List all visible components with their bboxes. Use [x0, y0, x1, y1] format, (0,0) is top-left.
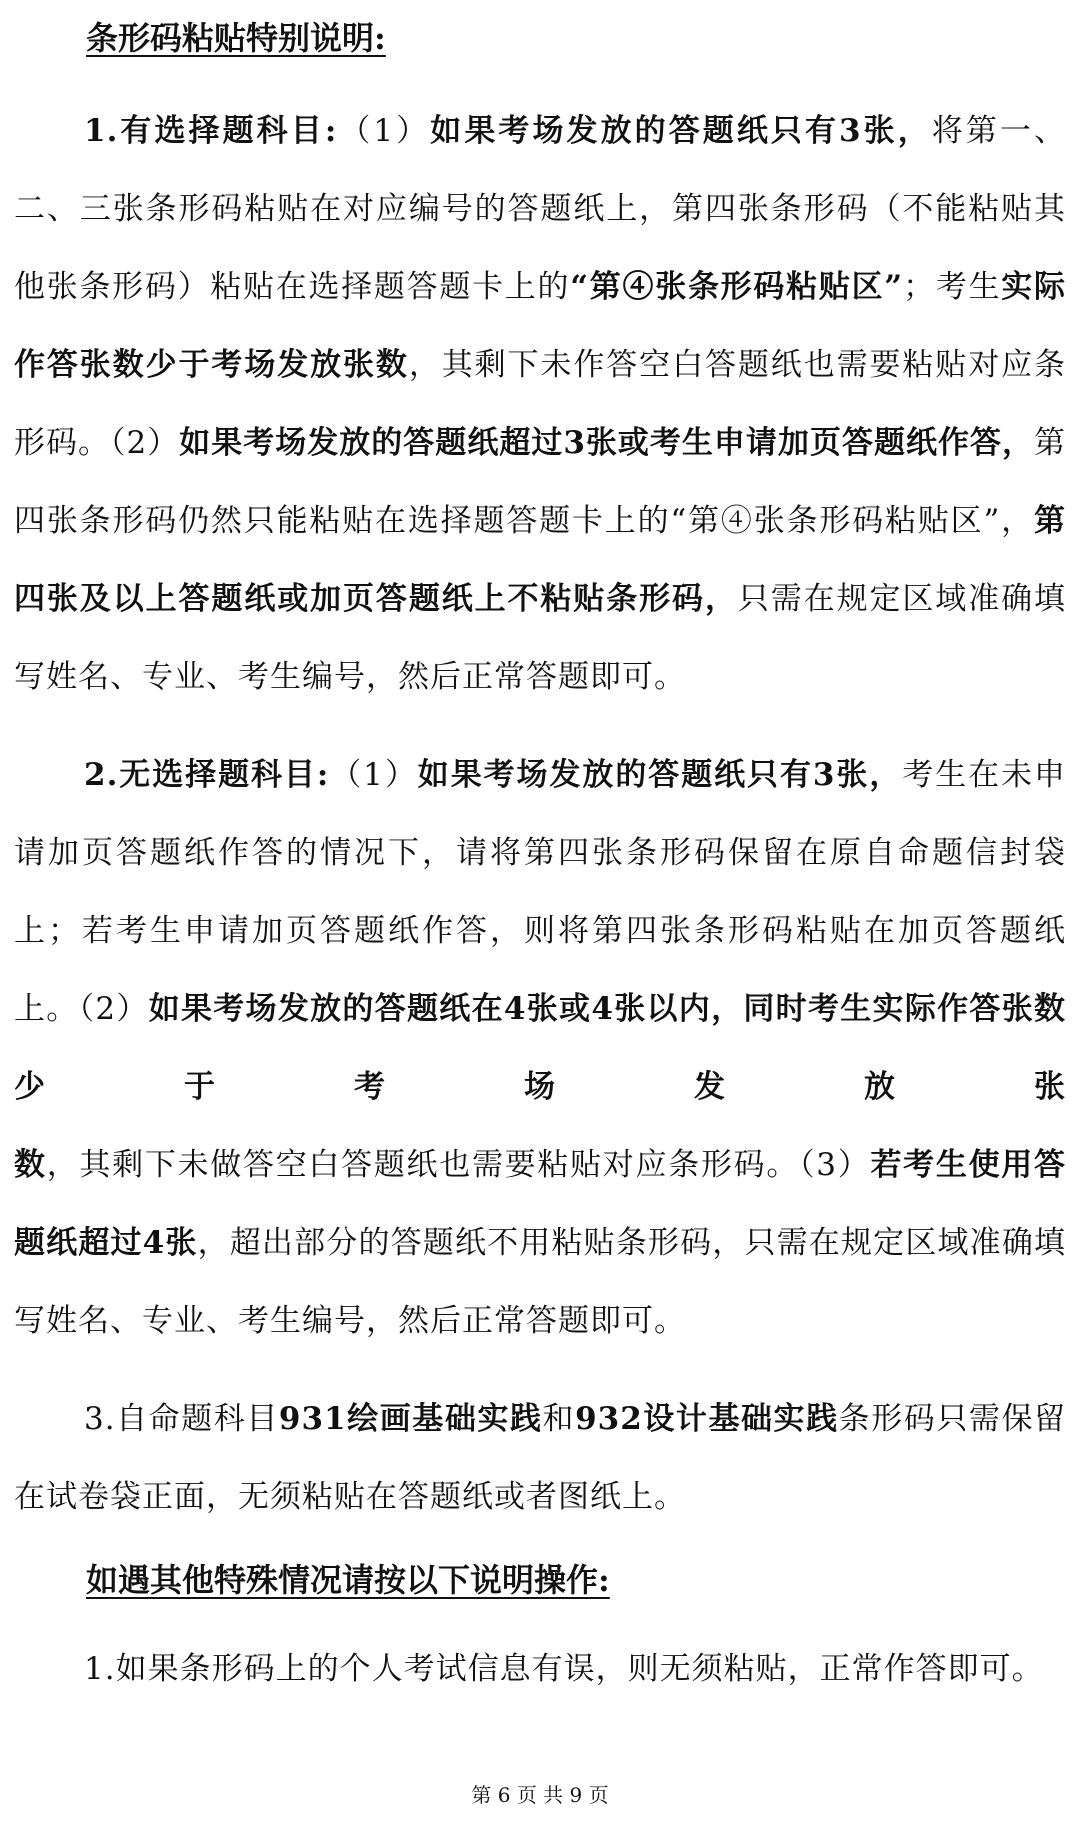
paragraph-4 — [14, 1630, 1066, 1708]
run: 和 — [542, 1401, 576, 1437]
run: 1.如果条形码上的个人考试信息有误，则无须粘贴，正常作答即可。 — [84, 1651, 1044, 1687]
paragraph-2 — [14, 736, 1066, 1360]
run: ，其剩下未作答空白答题纸也需要粘贴对应条形码。（2） — [14, 347, 1067, 461]
run: 只需在规定区域准确填写姓名、专业、考生编号，然后正常答题即可。 — [14, 581, 1067, 695]
run: 实际作答张数少于考场发放张数 — [14, 269, 1067, 383]
run: ，其剩下未做答空白答题纸也需要粘贴对应条形码。（3） — [46, 1147, 871, 1183]
section-heading-special-cases: 如遇其他特殊情况请按以下说明操作: — [86, 1561, 610, 1599]
run: ，超出部分的答题纸不用粘贴条形码，只需在规定区域准确填写姓名、专业、考生编号，然后正常答题即可。 — [14, 1225, 1066, 1339]
run: 如果考场发放的答题纸在4张或4张以内，同时考生实际作答张数少于考场发放张数 — [14, 991, 1066, 1183]
run: 如果考场发放的答题纸超过3张或考生申请加页答题纸作答， — [179, 425, 1034, 461]
run: 第四张条形码仍然只能粘贴在选择题答题卡上的“第④张条形码粘贴区”， — [14, 425, 1066, 539]
run: 将第一、二、三张条形码粘贴在对应编号的答题纸上，第四张条形码（不能粘贴其他张条形码）粘贴在选择题答题卡上的 — [14, 113, 1066, 305]
run: 如果考场发放的答题纸只有3张， — [417, 757, 903, 793]
paragraph-3 — [14, 1380, 1066, 1536]
run: 第四张及以上答题纸或加页答题纸上不粘贴条形码， — [14, 503, 1066, 617]
run: ；考生 — [903, 269, 1002, 305]
run: 考生在未申请加页答题纸作答的情况下，请将第四张条形码保留在原自命题信封袋上；若考生申请加页答题纸作答，则将第四张条形码粘贴在加页答题纸上。（2） — [14, 757, 1066, 1027]
run: 条形码只需保留在试卷袋正面，无须粘贴在答题纸或者图纸上。 — [14, 1401, 1067, 1515]
run: 如果考场发放的答题纸只有3张， — [430, 113, 932, 149]
run: 若考生使用答题纸超过4张 — [14, 1147, 1066, 1261]
run: （1） — [337, 113, 431, 149]
document-body — [14, 14, 1066, 1728]
paragraph-1 — [14, 92, 1066, 716]
section-heading-barcode: 条形码粘贴特别说明: — [86, 19, 386, 57]
run: “第④张条形码粘贴区” — [570, 269, 904, 305]
run: （1） — [329, 757, 418, 793]
run: 3.自命题科目 — [84, 1401, 279, 1437]
run: 1.有选择题科目: — [84, 113, 338, 149]
run: 931绘画基础实践 — [278, 1401, 543, 1437]
run: 932设计基础实践 — [575, 1401, 839, 1437]
run: 2.无选择题科目: — [84, 757, 330, 793]
page-number-footer: 第 6 页 共 9 页 — [471, 1783, 609, 1807]
